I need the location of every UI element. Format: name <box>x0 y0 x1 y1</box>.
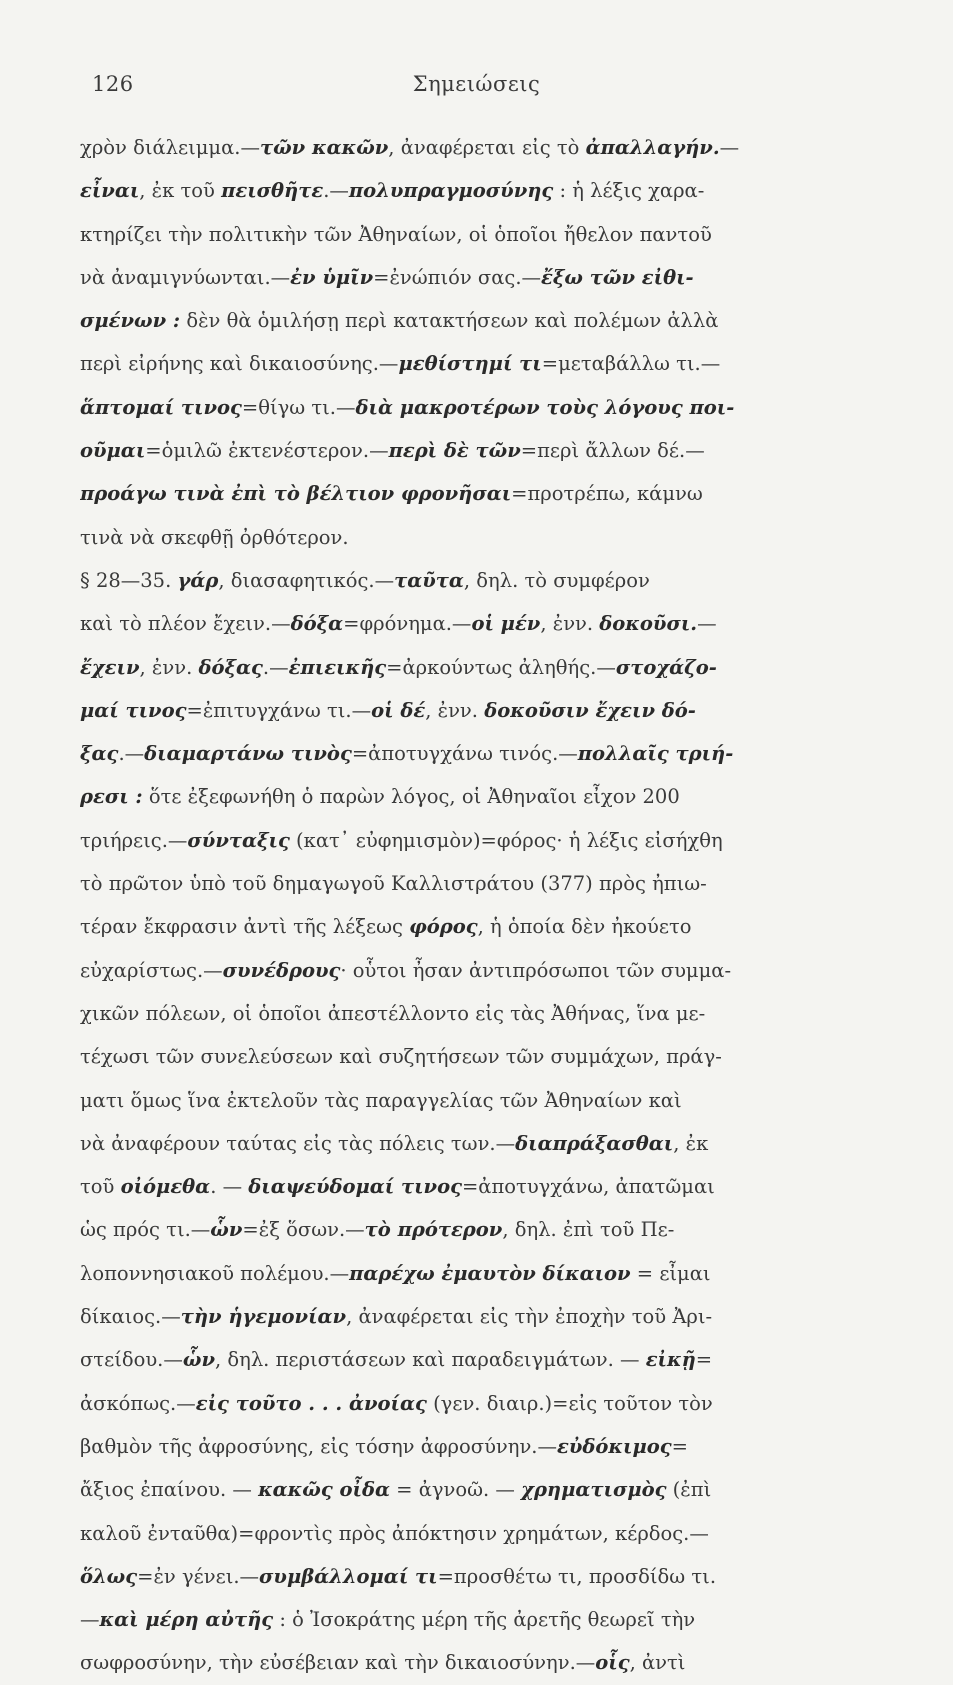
lemma-term: συμβάλλομαί τι <box>259 1564 438 1588</box>
text-segment: (κατ᾽ εὐφημισμὸν)=φόρος· ἡ λέξις εἰσήχθη <box>289 828 723 852</box>
text-segment: νὰ ἀναφέρουν ταύτας εἰς τὰς πόλεις των.— <box>80 1131 516 1155</box>
lemma-term: τὸ πρότερον <box>364 1218 503 1242</box>
lemma-term: εἰς τοῦτο . . . ἀνοίας <box>195 1391 427 1415</box>
text-segment: , ἐνν. <box>425 698 485 722</box>
text-segment: καὶ τὸ πλέον ἔχειν.— <box>80 612 291 636</box>
lemma-term: χρηματισμὸς <box>521 1478 667 1502</box>
lemma-term: ἐν ὑμῖν <box>290 265 374 289</box>
text-segment: =μεταβάλλω τι.— <box>541 352 721 376</box>
text-segment: =ἐν γένει.— <box>137 1564 260 1588</box>
text-segment: τέχωσι τῶν συνελεύσεων καὶ συζητήσεων τῶν συμμάχων, πράγ- <box>80 1045 722 1069</box>
text-segment: , δηλ. τὸ συμφέρον <box>463 568 650 592</box>
text-segment: = <box>671 1434 688 1458</box>
lemma-term: οἷς <box>595 1651 630 1675</box>
text-line <box>80 1079 875 1122</box>
lemma-term: ὧν <box>210 1218 243 1242</box>
text-line <box>80 299 875 342</box>
text-segment: τέραν ἔκφρασιν ἀντὶ τῆς λέξεως <box>80 915 410 939</box>
text-segment: , ἐνν. <box>540 612 600 636</box>
text-segment: § 28—35. <box>80 568 178 592</box>
lemma-term: περὶ δὲ τῶν <box>388 439 521 463</box>
text-line <box>80 1555 875 1598</box>
text-line <box>80 646 875 689</box>
lemma-term: δόξας <box>198 655 263 679</box>
text-segment: περὶ εἰρήνης καὶ δικαιοσύνης.— <box>80 352 399 376</box>
lemma-term: μαί τινος <box>80 698 187 722</box>
text-segment: τινὰ νὰ σκεφθῇ ὀρθότερον. <box>80 525 349 549</box>
text-line <box>80 1425 875 1468</box>
page-number: 126 <box>92 72 134 96</box>
lemma-term: οἱ δέ <box>371 698 426 722</box>
lemma-term: προάγω τινὰ ἐπὶ τὸ βέλτιον φρονῆσαι <box>80 482 512 506</box>
text-segment: , ἐκ τοῦ <box>139 179 222 203</box>
text-segment: στείδου.— <box>80 1348 183 1372</box>
text-segment: τοῦ <box>80 1175 121 1199</box>
lemma-term: πολλαῖς τριή- <box>577 742 734 766</box>
text-line <box>80 949 875 992</box>
lemma-term: πεισθῆτε <box>221 179 324 203</box>
text-segment: τὸ πρῶτον ὑπὸ τοῦ δημαγωγοῦ Καλλιστράτου (377) πρὸς ἠπιω- <box>80 872 707 896</box>
lemma-term: ταῦτα <box>394 568 464 592</box>
lemma-term: δοκοῦσι. <box>599 612 698 636</box>
lemma-term: φόρος <box>409 915 478 939</box>
lemma-term: ξας <box>80 742 119 766</box>
text-line <box>80 1208 875 1251</box>
lemma-term: παρέχω ἐμαυτὸν δίκαιον <box>349 1261 631 1285</box>
lemma-term: συνέδρους <box>222 958 341 982</box>
text-segment: βαθμὸν τῆς ἀφροσύνης, εἰς τόσην ἀφροσύνην.— <box>80 1434 558 1458</box>
lemma-term: ἐπιεικῆς <box>288 655 387 679</box>
text-segment: ματι ὅμως ἵνα ἐκτελοῦν τὰς παραγγελίας τῶν Ἀθηναίων καὶ <box>80 1088 682 1112</box>
lemma-term: τῶν κακῶν <box>259 136 389 159</box>
text-segment: =φρόνημα.— <box>343 612 472 636</box>
text-segment: δίκαιος.— <box>80 1305 181 1329</box>
text-segment: =ἀρκούντως ἀληθής.— <box>386 655 616 679</box>
text-segment: =ἐπιτυγχάνω τι.— <box>186 698 372 722</box>
text-line <box>80 213 875 256</box>
text-line <box>80 516 875 559</box>
text-segment: : ὁ Ἰσοκράτης μέρη τῆς ἀρετῆς θεωρεῖ τὴν <box>273 1608 696 1632</box>
text-segment: ὅτε ἐξεφωνήθη ὁ παρὼν λόγος, οἱ Ἀθηναῖοι εἶχον 200 <box>142 785 680 809</box>
text-segment: =ἀποτυγχάνω, ἀπατῶμαι <box>461 1175 715 1199</box>
lemma-term: εὐδόκιμος <box>557 1434 672 1458</box>
text-line <box>80 472 875 515</box>
text-segment: = εἶμαι <box>630 1261 711 1285</box>
text-line <box>80 256 875 299</box>
text-segment: . — <box>210 1175 249 1199</box>
lemma-term: σύνταξις <box>187 828 290 852</box>
text-line <box>80 689 875 732</box>
text-segment: — <box>719 136 740 159</box>
text-segment: κτηρίζει τὴν πολιτικὴν τῶν Ἀθηναίων, οἱ ὁποῖοι ἤθελον παντοῦ <box>80 222 712 246</box>
lemma-term: διὰ μακροτέρων τοὺς λόγους ποι- <box>355 395 735 419</box>
text-segment: χρὸν διάλειμμα.— <box>80 136 260 159</box>
text-segment: =ἐνώπιόν σας.— <box>373 265 542 289</box>
text-line <box>80 1035 875 1078</box>
lemma-term: διαψεύδομαί τινος <box>248 1175 462 1199</box>
lemma-term: ἔξω τῶν εἰθι- <box>541 265 694 289</box>
text-line <box>80 429 875 472</box>
text-line <box>80 819 875 862</box>
text-segment: , ἀναφέρεται εἰς τὴν ἐποχὴν τοῦ Ἀρι- <box>346 1305 713 1329</box>
lemma-term: οῦμαι <box>80 439 146 463</box>
text-line <box>80 1512 875 1555</box>
text-line <box>80 1468 875 1511</box>
lemma-term: ἀπαλλαγήν. <box>585 136 720 159</box>
lemma-term: στοχάζο- <box>615 655 717 679</box>
text-segment: =θίγω τι.— <box>241 395 356 419</box>
text-segment: =ἐξ ὅσων.— <box>242 1218 365 1242</box>
text-segment: : ἡ λέξις χαρα- <box>553 179 705 203</box>
text-segment: = <box>695 1348 713 1372</box>
lemma-term: ἅπτομαί τινος <box>80 395 242 419</box>
notes-body <box>80 126 875 1685</box>
lemma-term: διαπράξασθαι <box>515 1131 674 1155</box>
text-line <box>80 992 875 1035</box>
lemma-term: καὶ μέρη αὐτῆς <box>99 1608 274 1632</box>
text-segment: =ἀποτυγχάνω τινός.— <box>351 742 578 766</box>
text-segment: =περὶ ἄλλων δέ.— <box>520 439 705 463</box>
text-line <box>80 169 875 212</box>
text-segment: δὲν θὰ ὁμιλήσῃ περὶ κατακτήσεων καὶ πολέμων ἀλλὰ <box>180 309 719 333</box>
text-segment: , ἐκ <box>673 1131 709 1155</box>
text-segment: — <box>80 1608 100 1632</box>
lemma-term: κακῶς οἶδα <box>258 1478 390 1502</box>
lemma-term: εἶναι <box>80 179 140 203</box>
lemma-term: μεθίστημί τι <box>398 352 542 376</box>
text-line <box>80 386 875 429</box>
text-line <box>80 342 875 385</box>
text-segment: ὡς πρός τι.— <box>80 1218 211 1242</box>
text-line <box>80 1641 875 1684</box>
lemma-term: τὴν ἡγεμονίαν <box>180 1305 347 1329</box>
lemma-term: οἰόμεθα <box>120 1175 211 1199</box>
lemma-term: ὅλως <box>80 1564 138 1588</box>
text-segment: χικῶν πόλεων, οἱ ὁποῖοι ἀπεστέλλοντο εἰς τὰς Ἀθήνας, ἵνα με- <box>80 1001 706 1025</box>
text-segment: (ἐπὶ <box>666 1478 712 1502</box>
text-segment: , ἐνν. <box>139 655 199 679</box>
text-line <box>80 1252 875 1295</box>
lemma-term: οἱ μέν <box>471 612 541 636</box>
text-segment: .— <box>262 655 289 679</box>
text-line <box>80 905 875 948</box>
text-segment: , δηλ. περιστάσεων καὶ παραδειγμάτων. — <box>215 1348 646 1372</box>
page-header <box>92 72 861 112</box>
text-segment: =προτρέπω, κάμνω <box>511 482 703 506</box>
text-line <box>80 126 875 169</box>
text-segment: σωφροσύνην, τὴν εὐσέβειαν καὶ τὴν δικαιοσύνην.— <box>80 1651 596 1675</box>
text-segment: — <box>697 612 717 636</box>
text-segment: ἄξιος ἐπαίνου. — <box>80 1478 259 1502</box>
lemma-term: ὧν <box>182 1348 215 1372</box>
text-segment: (γεν. διαιρ.)=εἰς τοῦτον τὸν <box>426 1391 713 1415</box>
text-line <box>80 1295 875 1338</box>
text-line <box>80 1598 875 1641</box>
text-line <box>80 775 875 818</box>
text-segment: καλοῦ ἐνταῦθα)=φροντὶς πρὸς ἀπόκτησιν χρημάτων, κέρδος.— <box>80 1521 709 1545</box>
text-segment: , ἀναφέρεται εἰς τὸ <box>388 136 586 159</box>
text-segment: .— <box>118 742 145 766</box>
text-segment: .— <box>323 179 349 203</box>
text-line <box>80 602 875 645</box>
text-line <box>80 1122 875 1165</box>
lemma-term: ἔχειν <box>80 655 140 679</box>
text-segment: ἀσκόπως.— <box>80 1391 196 1415</box>
text-segment: =προσθέτω τι, προσδίδω τι. <box>437 1564 717 1588</box>
lemma-term: εἰκῇ <box>645 1348 696 1372</box>
running-title: Σημειώσεις <box>412 72 541 96</box>
text-line <box>80 732 875 775</box>
lemma-term: γάρ <box>177 568 219 592</box>
text-line <box>80 1165 875 1208</box>
text-segment: λοποννησιακοῦ πολέμου.— <box>80 1261 350 1285</box>
lemma-term: δόξα <box>290 612 344 636</box>
lemma-term: σμένων : <box>80 309 181 333</box>
text-segment: νὰ ἀναμιγνύωνται.— <box>80 265 291 289</box>
text-segment: εὐχαρίστως.— <box>80 958 223 982</box>
text-line <box>80 1338 875 1381</box>
text-segment: , διασαφητικός.— <box>218 568 395 592</box>
lemma-term: δοκοῦσιν ἔχειν δό- <box>484 698 696 722</box>
text-segment: , δηλ. ἐπὶ τοῦ Πε- <box>502 1218 675 1242</box>
text-segment: · οὗτοι ἦσαν ἀντιπρόσωποι τῶν συμμα- <box>340 958 732 982</box>
text-segment: , ἀντὶ <box>629 1651 686 1675</box>
lemma-term: ρεσι : <box>80 785 143 809</box>
text-line <box>80 1382 875 1425</box>
lemma-term: πολυπραγμοσύνης <box>348 179 554 203</box>
text-segment: , ἡ ὁποία δὲν ἠκούετο <box>477 915 692 939</box>
text-segment: = ἀγνοῶ. — <box>389 1478 522 1502</box>
text-segment: =ὁμιλῶ ἐκτενέστερον.— <box>145 439 389 463</box>
lemma-term: διαμαρτάνω τινὸς <box>144 742 352 766</box>
text-line <box>80 559 875 602</box>
text-segment: τριήρεις.— <box>80 828 188 852</box>
text-line <box>80 862 875 905</box>
